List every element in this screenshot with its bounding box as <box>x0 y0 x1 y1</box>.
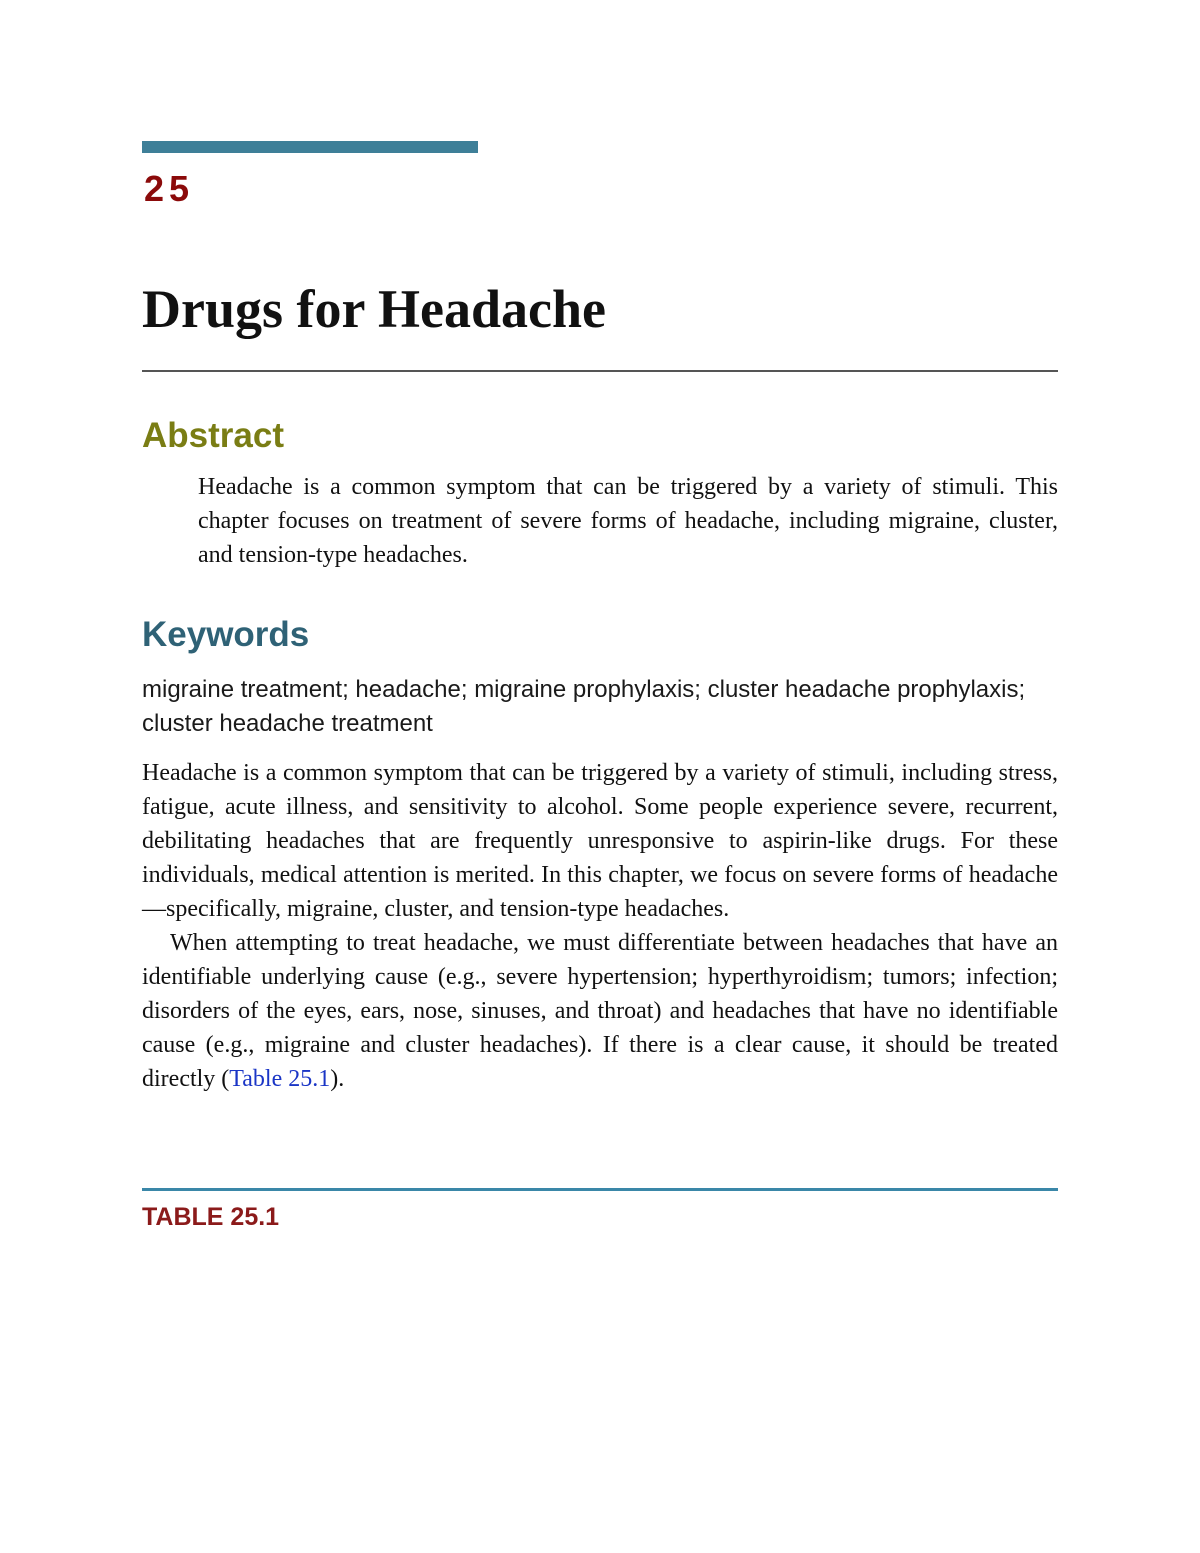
paragraph-2-closing: ). <box>330 1066 345 1092</box>
chapter-accent-bar <box>142 141 478 153</box>
table-label: TABLE 25.1 <box>142 1203 280 1231</box>
abstract-heading: Abstract <box>142 416 284 455</box>
chapter-body <box>142 756 1058 1096</box>
table-25-1-link[interactable]: Table 25.1 <box>229 1066 331 1092</box>
paragraph-2-text: When attempting to treat headache, we must differentiate between headaches that have an identifiable underlying cause (e.g., severe hypertension; hyperthyroidism; tumors; infection; disorders of the eyes, ears, nose, sinuses, and throat) and headaches that have no identifiable cause (e.g., migraine and cluster headaches). If there is a clear cause, it should be treated directly ( <box>142 930 1058 1092</box>
chapter-number: 25 <box>144 168 195 209</box>
table-divider <box>142 1188 1058 1191</box>
body-paragraph-1: Headache is a common symptom that can be triggered by a variety of stimuli, including stress, fatigue, acute illness, and sensitivity to alcohol. Some people experience severe, recurrent, debilitating headaches that are frequently unresponsive to aspirin-like drugs. For these individuals, medical attention is merited. In this chapter, we focus on severe forms of headache—specifically, migraine, cluster, and tension-type headaches. <box>142 760 1058 922</box>
title-divider <box>142 370 1058 372</box>
keywords-heading: Keywords <box>142 615 310 654</box>
body-paragraph-2 <box>142 926 1058 1096</box>
chapter-title: Drugs for Headache <box>142 279 606 339</box>
abstract-text: Headache is a common symptom that can be triggered by a variety of stimuli. This chapter focuses on treatment of severe forms of headache, including migraine, cluster, and tension-type headaches. <box>198 474 1058 568</box>
keywords-text: migraine treatment; headache; migraine prophylaxis; cluster headache prophylaxis; cluster headache treatment <box>142 676 1026 737</box>
